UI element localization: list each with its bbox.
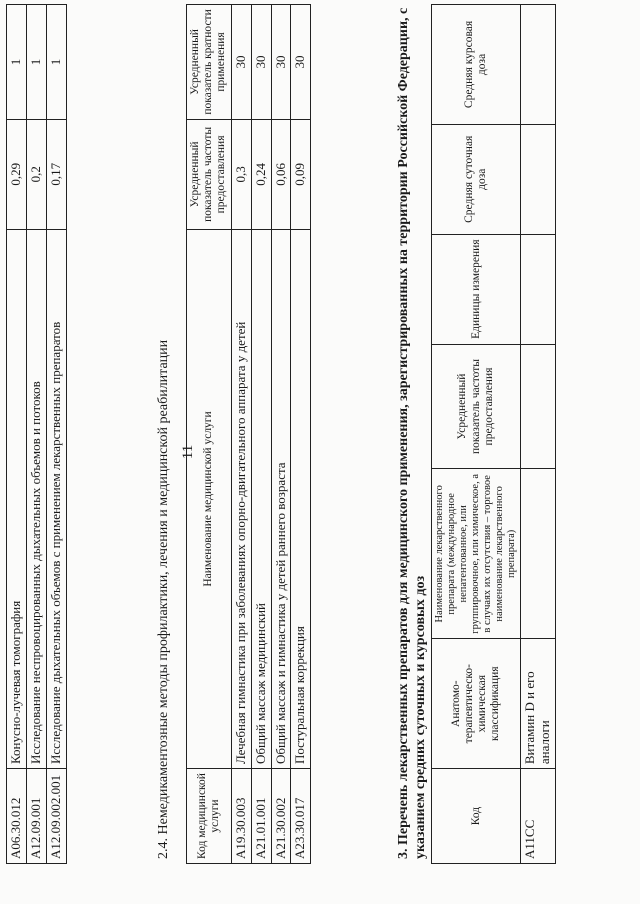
multiplicity-value: 30 <box>291 5 311 120</box>
service-code: A21.01.001 <box>251 769 271 864</box>
frequency-value: 0,3 <box>231 119 251 229</box>
page-number: 11 <box>180 444 196 460</box>
unit-value <box>521 234 556 344</box>
frequency-value: 0,24 <box>251 119 271 229</box>
column-header: Усредненный показатель частоты предоставления <box>432 344 521 469</box>
column-header: Наименование лекарственного препарата (международное непатентованное, или группировочное, или химическое, а в случаях их отсутствия – торговое наименование лекарственного препарата) <box>432 469 521 639</box>
frequency-value: 0,09 <box>291 119 311 229</box>
service-name: Постуральная коррекция <box>291 229 311 768</box>
drug-code: A11CC <box>521 769 556 864</box>
service-code: A19.30.003 <box>231 769 251 864</box>
table-row <box>291 5 311 864</box>
service-name: Конусно-лучевая томография <box>7 229 27 768</box>
table-row <box>251 5 271 864</box>
multiplicity-value: 30 <box>251 5 271 120</box>
multiplicity-value: 30 <box>271 5 291 120</box>
service-code: A12.09.001 <box>26 769 46 864</box>
column-header: Наименование медицинской услуги <box>187 229 232 768</box>
column-header: Единицы измерения <box>432 234 521 344</box>
atc-classification: Витамин D и его аналоги <box>521 639 556 769</box>
multiplicity-value: 1 <box>7 5 27 120</box>
section-heading: 3. Перечень лекарственных препаратов для медицинского применения, зарегистрированных на территории Российской Федерации, с указанием средних суточных и курсовых доз <box>396 7 428 859</box>
multiplicity-value: 1 <box>26 5 46 120</box>
service-code: A06.30.012 <box>7 769 27 864</box>
service-name: Исследование неспровоцированных дыхательных объемов и потоков <box>26 229 46 768</box>
column-header: Средняя курсовая доза <box>432 5 521 125</box>
table-row <box>271 5 291 864</box>
frequency-value <box>521 344 556 469</box>
service-code: A12.09.002.001 <box>46 769 66 864</box>
frequency-value: 0,2 <box>26 119 46 229</box>
table-row <box>521 5 556 864</box>
multiplicity-value: 1 <box>46 5 66 120</box>
table-row <box>46 5 66 864</box>
table-header-row <box>432 5 521 864</box>
section-heading: 2.4. Немедикаментозные методы профилактики, лечения и медицинской реабилитации <box>156 339 171 859</box>
service-name: Исследование дыхательных объемов с применением лекарственных препаратов <box>46 229 66 768</box>
column-header: Код <box>432 769 521 864</box>
course-dose <box>521 5 556 125</box>
nonpharma-methods-table <box>186 4 311 864</box>
daily-dose <box>521 124 556 234</box>
frequency-value: 0,29 <box>7 119 27 229</box>
table-row <box>231 5 251 864</box>
column-header: Средняя суточная доза <box>432 124 521 234</box>
service-name: Общий массаж медицинский <box>251 229 271 768</box>
service-name: Общий массаж и гимнастика у детей раннего возраста <box>271 229 291 768</box>
drugs-table <box>431 4 556 864</box>
service-code: A21.30.002 <box>271 769 291 864</box>
drug-name <box>521 469 556 639</box>
service-code: A23.30.017 <box>291 769 311 864</box>
column-header: Усредненный показатель кратности применения <box>187 5 232 120</box>
table-row <box>7 5 27 864</box>
table-row <box>26 5 46 864</box>
service-name: Лечебная гимнастика при заболеваниях опорно-двигательного аппарата у детей <box>231 229 251 768</box>
services-table-continued <box>6 4 67 864</box>
column-header: Анатомо-терапевтическо-химическая классификация <box>432 639 521 769</box>
frequency-value: 0,06 <box>271 119 291 229</box>
multiplicity-value: 30 <box>231 5 251 120</box>
column-header: Усредненный показатель частоты предоставления <box>187 119 232 229</box>
frequency-value: 0,17 <box>46 119 66 229</box>
column-header: Код медицинской услуги <box>187 769 232 864</box>
